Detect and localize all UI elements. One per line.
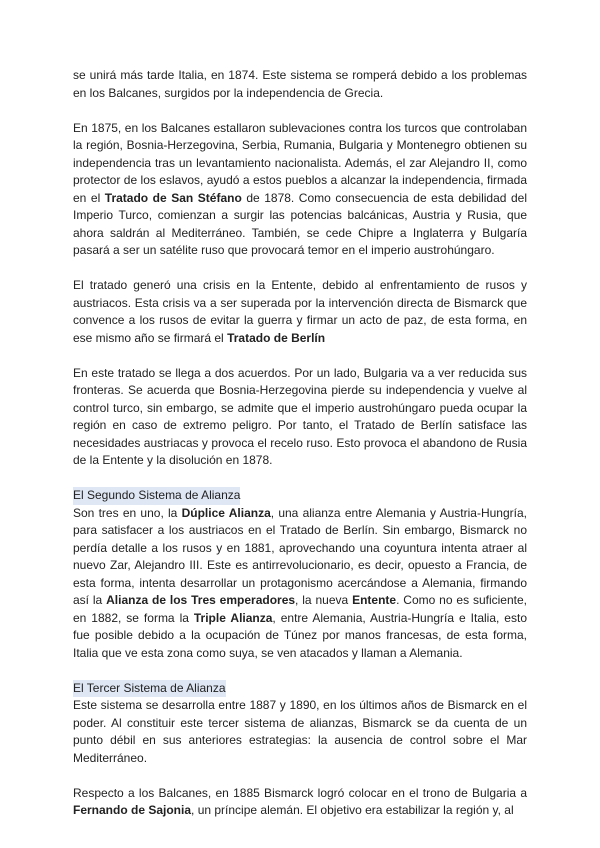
- paragraph-7-text-a: Respecto a los Balcanes, en 1885 Bismarck logró colocar en el trono de Bulgaria a: [73, 785, 527, 800]
- section-heading-second-alliance: El Segundo Sistema de Alianza: [73, 487, 240, 505]
- entente: Entente: [352, 593, 397, 607]
- paragraph-6: [73, 697, 527, 767]
- paragraph-5-text-a: Son tres en uno, la: [73, 505, 182, 520]
- section-heading-third-wrap: [73, 680, 527, 698]
- paragraph-6-text: Este sistema se desarrolla entre 1887 y 1890, en los últimos años de Bismarck en el poder. Al constituir este tercer sistema de alianzas, Bismarck se da cuenta de un punto débil en sus anteriores estrategias: la ausencia de control sobre el Mar Mediterráneo.: [73, 698, 527, 765]
- paragraph-5-text-g: . Como no es suficiente, en 1882, se forma la: [73, 593, 527, 625]
- fernando-de-sajonia: Fernando de Sajonia: [73, 803, 192, 817]
- paragraph-4: [73, 365, 527, 470]
- section-heading-second-wrap: [73, 487, 527, 505]
- treaty-san-stefano: Tratado de San Stéfano: [104, 190, 242, 205]
- triple-alianza: Triple Alianza: [193, 610, 273, 625]
- paragraph-2-text-a: En 1875, en los Balcanes estallaron sublevaciones contra los turcos que controlaban la región, Bosnia-Herzegovina, Serbia, Rumania, Bulgaria y Montenegro obtienen su independencia tras un levantamiento nacionalista. Además, el zar Alejandro II, como protector de los eslavos, ayudó a estos pueblos a alcanzar la independencia, firmada en el: [73, 120, 527, 205]
- paragraph-1-text: se unirá más tarde Italia, en 1874. Este sistema se romperá debido a los problemas en los Balcanes, surgidos por la independencia de Grecia.: [73, 68, 527, 100]
- paragraph-7-text-c: , un príncipe alemán. El objetivo era estabilizar la región y, al: [191, 803, 514, 817]
- paragraph-5-text-e: , la nueva: [295, 593, 353, 607]
- paragraph-7: [73, 785, 527, 820]
- duplice-alianza: Dúplice Alianza: [181, 505, 271, 520]
- paragraph-3: [73, 277, 527, 347]
- treaty-berlin: Tratado de Berlín: [227, 330, 326, 345]
- paragraph-5-text-i: , entre Alemania, Austria-Hungría e Italia, esto fue posible debido a la ocupación de Túnez por manos francesas, de esta forma, Italia que ve esta zona como suya, se ven atacados y llaman a Alemania.: [73, 610, 527, 660]
- paragraph-2: [73, 120, 527, 260]
- paragraph-3-text-a: El tratado generó una crisis en la Entente, debido al enfrentamiento de rusos y austriacos. Esta crisis va a ser superada por la intervención directa de Bismarck que convence a los rusos de evitar la guerra y firmar un acto de paz, de esta forma, en ese mismo año se firmará el: [73, 278, 527, 345]
- paragraph-5: [73, 505, 527, 663]
- alianza-tres-emperadores: Alianza de los Tres emperadores: [106, 593, 296, 607]
- paragraph-4-text: En este tratado se llega a dos acuerdos. Por un lado, Bulgaria va a ver reducida sus fronteras. Se acuerda que Bosnia-Herzegovina pierde su independencia y vuelve al control turco, sin embargo, se admite que el imperio austrohúngaro pueda ocupar la región en caso de extremo peligro. Por tanto, el Tratado de Berlín satisface las necesidades austriacas y provoca el recelo ruso. Esto provoca el abandono de Rusia de la Entente y la disolución en 1878.: [73, 365, 527, 467]
- paragraph-5-text-c: , una alianza entre Alemania y Austria-Hungría, para satisfacer a los austriacos en el Tratado de Berlín. Sin embargo, Bismarck no perdía detalle a los rusos y en 1881, aprovechando una coyuntura intenta atraer al nuevo Zar, Alejandro III. Este es antirrevolucionario, es decir, opuesto a Francia, de esta forma, intenta desarrollar un protagonismo acercándose a Alemania, firmando así la: [73, 505, 527, 607]
- section-heading-third-alliance: El Tercer Sistema de Alianza: [73, 680, 226, 698]
- paragraph-2-text-c: de 1878. Como consecuencia de esta debilidad del Imperio Turco, comienzan a surgir las potencias balcánicas, Austria y Rusia, que ahora saldrán al Mediterráneo. También, se cede Chipre a Inglaterra y Bulgaría pasará a ser un satélite ruso que provocará temor en el imperio austrohúngaro.: [73, 190, 527, 257]
- paragraph-1: [73, 67, 527, 102]
- document-body: [73, 67, 527, 837]
